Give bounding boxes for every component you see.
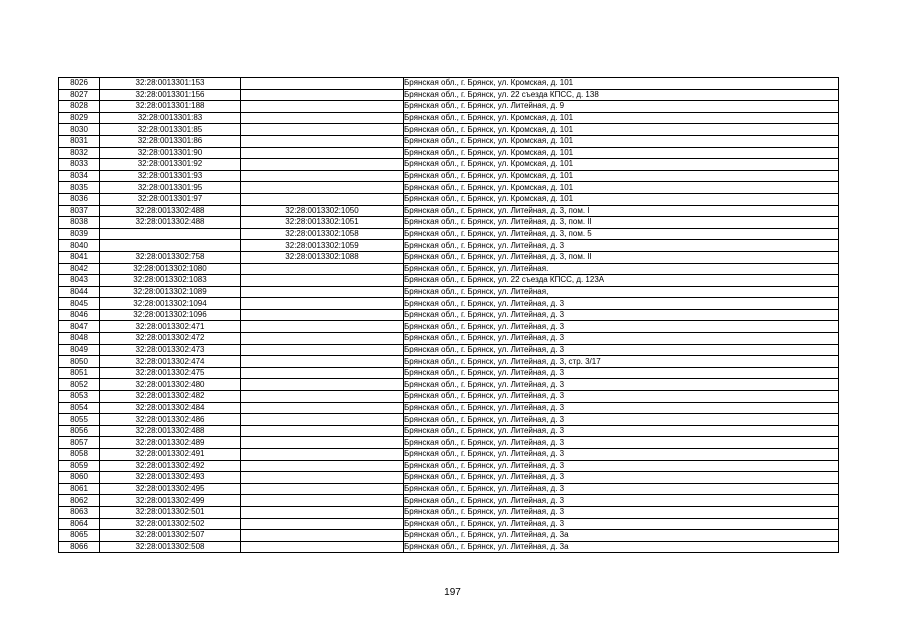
- row-number-cell: 8066: [59, 541, 100, 553]
- address-cell: Брянская обл., г. Брянск, ул. Литейная, д. 3: [404, 379, 839, 391]
- room-cadastral-number-cell: [241, 101, 404, 113]
- address-cell: Брянская обл., г. Брянск, ул. Кромская, д. 101: [404, 135, 839, 147]
- page-number: 197: [444, 587, 461, 598]
- room-cadastral-number-cell: [241, 124, 404, 136]
- row-number-cell: 8039: [59, 228, 100, 240]
- row-number-cell: 8027: [59, 89, 100, 101]
- cadastral-number-cell: 32:28:0013302:508: [100, 541, 241, 553]
- table-row: [59, 286, 839, 298]
- row-number-cell: 8026: [59, 78, 100, 90]
- cadastral-number-cell: 32:28:0013302:1089: [100, 286, 241, 298]
- table-row: [59, 333, 839, 345]
- cadastral-number-cell: 32:28:0013301:92: [100, 159, 241, 171]
- room-cadastral-number-cell: [241, 402, 404, 414]
- table-row: [59, 205, 839, 217]
- row-number-cell: 8059: [59, 460, 100, 472]
- row-number-cell: 8036: [59, 193, 100, 205]
- table-row: [59, 298, 839, 310]
- room-cadastral-number-cell: [241, 321, 404, 333]
- table-row: [59, 483, 839, 495]
- cadastral-number-cell: 32:28:0013301:95: [100, 182, 241, 194]
- table-row: [59, 89, 839, 101]
- room-cadastral-number-cell: [241, 530, 404, 542]
- address-cell: Брянская обл., г. Брянск, ул. Литейная, д. 3: [404, 425, 839, 437]
- cadastral-number-cell: 32:28:0013302:502: [100, 518, 241, 530]
- row-number-cell: 8041: [59, 251, 100, 263]
- table-row: [59, 402, 839, 414]
- address-cell: Брянская обл., г. Брянск, ул. Кромская, д. 101: [404, 193, 839, 205]
- cadastral-number-cell: 32:28:0013302:475: [100, 367, 241, 379]
- room-cadastral-number-cell: [241, 414, 404, 426]
- address-cell: Брянская обл., г. Брянск, ул. Литейная, д. 3: [404, 309, 839, 321]
- table-row: [59, 530, 839, 542]
- room-cadastral-number-cell: [241, 367, 404, 379]
- cadastral-number-cell: 32:28:0013302:1094: [100, 298, 241, 310]
- table-row: [59, 367, 839, 379]
- cadastral-number-cell: 32:28:0013301:86: [100, 135, 241, 147]
- table-row: [59, 240, 839, 252]
- room-cadastral-number-cell: 32:28:0013302:1059: [241, 240, 404, 252]
- cadastral-table-body: [59, 78, 839, 553]
- table-row: [59, 135, 839, 147]
- cadastral-number-cell: 32:28:0013302:473: [100, 344, 241, 356]
- table-row: [59, 344, 839, 356]
- cadastral-number-cell: 32:28:0013302:1080: [100, 263, 241, 275]
- table-row: [59, 159, 839, 171]
- cadastral-number-cell: 32:28:0013302:495: [100, 483, 241, 495]
- table-row: [59, 170, 839, 182]
- room-cadastral-number-cell: [241, 437, 404, 449]
- table-row: [59, 425, 839, 437]
- address-cell: Брянская обл., г. Брянск, ул. Литейная, д. 3: [404, 367, 839, 379]
- table-row: [59, 449, 839, 461]
- row-number-cell: 8063: [59, 506, 100, 518]
- room-cadastral-number-cell: [241, 159, 404, 171]
- row-number-cell: 8055: [59, 414, 100, 426]
- address-cell: Брянская обл., г. Брянск, ул. 22 съезда КПСС, д. 123А: [404, 275, 839, 287]
- address-cell: Брянская обл., г. Брянск, ул. Кромская, д. 101: [404, 124, 839, 136]
- cadastral-number-cell: 32:28:0013301:153: [100, 78, 241, 90]
- cadastral-number-cell: 32:28:0013302:507: [100, 530, 241, 542]
- room-cadastral-number-cell: [241, 298, 404, 310]
- room-cadastral-number-cell: [241, 89, 404, 101]
- table-row: [59, 356, 839, 368]
- room-cadastral-number-cell: [241, 391, 404, 403]
- row-number-cell: 8044: [59, 286, 100, 298]
- cadastral-number-cell: 32:28:0013302:493: [100, 472, 241, 484]
- room-cadastral-number-cell: [241, 425, 404, 437]
- cadastral-number-cell: 32:28:0013302:499: [100, 495, 241, 507]
- row-number-cell: 8034: [59, 170, 100, 182]
- cadastral-number-cell: 32:28:0013302:758: [100, 251, 241, 263]
- address-cell: Брянская обл., г. Брянск, ул. Кромская, д. 101: [404, 182, 839, 194]
- row-number-cell: 8033: [59, 159, 100, 171]
- address-cell: Брянская обл., г. Брянск, ул. Литейная, д. 3: [404, 437, 839, 449]
- table-row: [59, 78, 839, 90]
- address-cell: Брянская обл., г. Брянск, ул. Литейная, д. 3: [404, 506, 839, 518]
- cadastral-number-cell: 32:28:0013302:486: [100, 414, 241, 426]
- row-number-cell: 8052: [59, 379, 100, 391]
- cadastral-number-cell: 32:28:0013301:188: [100, 101, 241, 113]
- cadastral-number-cell: 32:28:0013302:471: [100, 321, 241, 333]
- table-row: [59, 112, 839, 124]
- cadastral-number-cell: 32:28:0013301:90: [100, 147, 241, 159]
- room-cadastral-number-cell: [241, 182, 404, 194]
- row-number-cell: 8035: [59, 182, 100, 194]
- room-cadastral-number-cell: 32:28:0013302:1051: [241, 217, 404, 229]
- address-cell: Брянская обл., г. Брянск, ул. Литейная, д. 3: [404, 449, 839, 461]
- table-row: [59, 518, 839, 530]
- row-number-cell: 8046: [59, 309, 100, 321]
- row-number-cell: 8057: [59, 437, 100, 449]
- table-row: [59, 263, 839, 275]
- address-cell: Брянская обл., г. Брянск, ул. Кромская, д. 101: [404, 78, 839, 90]
- address-cell: Брянская обл., г. Брянск, ул. Литейная, д. 3: [404, 414, 839, 426]
- room-cadastral-number-cell: [241, 263, 404, 275]
- row-number-cell: 8028: [59, 101, 100, 113]
- room-cadastral-number-cell: [241, 506, 404, 518]
- table-row: [59, 101, 839, 113]
- room-cadastral-number-cell: [241, 518, 404, 530]
- address-cell: Брянская обл., г. Брянск, ул. Литейная, д. 3: [404, 518, 839, 530]
- row-number-cell: 8047: [59, 321, 100, 333]
- room-cadastral-number-cell: [241, 275, 404, 287]
- address-cell: Брянская обл., г. Брянск, ул. Литейная, д. 3: [404, 344, 839, 356]
- table-row: [59, 437, 839, 449]
- address-cell: Брянская обл., г. Брянск, ул. Литейная, д. 3, пом. I: [404, 205, 839, 217]
- room-cadastral-number-cell: [241, 193, 404, 205]
- table-row: [59, 541, 839, 553]
- address-cell: Брянская обл., г. Брянск, ул. Литейная, д. 3: [404, 460, 839, 472]
- address-cell: Брянская обл., г. Брянск, ул. Литейная, д. 3, пом. II: [404, 251, 839, 263]
- row-number-cell: 8061: [59, 483, 100, 495]
- row-number-cell: 8062: [59, 495, 100, 507]
- table-row: [59, 275, 839, 287]
- table-row: [59, 124, 839, 136]
- cadastral-number-cell: 32:28:0013302:489: [100, 437, 241, 449]
- room-cadastral-number-cell: [241, 495, 404, 507]
- cadastral-number-cell: 32:28:0013302:474: [100, 356, 241, 368]
- cadastral-number-cell: 32:28:0013302:488: [100, 217, 241, 229]
- table-row: [59, 460, 839, 472]
- table-row: [59, 391, 839, 403]
- room-cadastral-number-cell: [241, 541, 404, 553]
- row-number-cell: 8053: [59, 391, 100, 403]
- cadastral-number-cell: 32:28:0013301:85: [100, 124, 241, 136]
- row-number-cell: 8064: [59, 518, 100, 530]
- table-row: [59, 495, 839, 507]
- cadastral-number-cell: 32:28:0013302:472: [100, 333, 241, 345]
- table-row: [59, 228, 839, 240]
- row-number-cell: 8058: [59, 449, 100, 461]
- table-row: [59, 217, 839, 229]
- cadastral-number-cell: 32:28:0013302:488: [100, 205, 241, 217]
- address-cell: Брянская обл., г. Брянск, ул. Литейная,: [404, 286, 839, 298]
- address-cell: Брянская обл., г. Брянск, ул. Литейная, д. 3: [404, 240, 839, 252]
- address-cell: Брянская обл., г. Брянск, ул. Литейная, д. 3, пом. II: [404, 217, 839, 229]
- cadastral-table: [58, 77, 839, 553]
- room-cadastral-number-cell: 32:28:0013302:1088: [241, 251, 404, 263]
- address-cell: Брянская обл., г. Брянск, ул. Кромская, д. 101: [404, 159, 839, 171]
- room-cadastral-number-cell: [241, 460, 404, 472]
- cadastral-number-cell: [100, 240, 241, 252]
- row-number-cell: 8045: [59, 298, 100, 310]
- address-cell: Брянская обл., г. Брянск, ул. Литейная, д. 3а: [404, 530, 839, 542]
- room-cadastral-number-cell: [241, 78, 404, 90]
- room-cadastral-number-cell: 32:28:0013302:1058: [241, 228, 404, 240]
- address-cell: Брянская обл., г. Брянск, ул. Литейная, д. 3, пом. 5: [404, 228, 839, 240]
- room-cadastral-number-cell: [241, 309, 404, 321]
- address-cell: Брянская обл., г. Брянск, ул. Литейная, д. 3: [404, 402, 839, 414]
- address-cell: Брянская обл., г. Брянск, ул. Литейная, д. 3: [404, 495, 839, 507]
- row-number-cell: 8054: [59, 402, 100, 414]
- room-cadastral-number-cell: [241, 472, 404, 484]
- address-cell: Брянская обл., г. Брянск, ул. Кромская, д. 101: [404, 147, 839, 159]
- address-cell: Брянская обл., г. Брянск, ул. Литейная.: [404, 263, 839, 275]
- row-number-cell: 8049: [59, 344, 100, 356]
- cadastral-number-cell: 32:28:0013302:1096: [100, 309, 241, 321]
- table-row: [59, 379, 839, 391]
- room-cadastral-number-cell: [241, 147, 404, 159]
- room-cadastral-number-cell: [241, 112, 404, 124]
- address-cell: Брянская обл., г. Брянск, ул. Литейная, д. 3а: [404, 541, 839, 553]
- table-row: [59, 251, 839, 263]
- room-cadastral-number-cell: [241, 344, 404, 356]
- row-number-cell: 8056: [59, 425, 100, 437]
- room-cadastral-number-cell: [241, 135, 404, 147]
- row-number-cell: 8038: [59, 217, 100, 229]
- cadastral-number-cell: 32:28:0013302:482: [100, 391, 241, 403]
- room-cadastral-number-cell: 32:28:0013302:1050: [241, 205, 404, 217]
- row-number-cell: 8050: [59, 356, 100, 368]
- cadastral-number-cell: 32:28:0013301:93: [100, 170, 241, 182]
- cadastral-number-cell: [100, 228, 241, 240]
- address-cell: Брянская обл., г. Брянск, ул. Кромская, д. 101: [404, 170, 839, 182]
- room-cadastral-number-cell: [241, 449, 404, 461]
- cadastral-number-cell: 32:28:0013302:492: [100, 460, 241, 472]
- row-number-cell: 8030: [59, 124, 100, 136]
- table-row: [59, 309, 839, 321]
- cadastral-number-cell: 32:28:0013301:83: [100, 112, 241, 124]
- table-row: [59, 182, 839, 194]
- row-number-cell: 8060: [59, 472, 100, 484]
- address-cell: Брянская обл., г. Брянск, ул. Литейная, д. 9: [404, 101, 839, 113]
- room-cadastral-number-cell: [241, 379, 404, 391]
- row-number-cell: 8048: [59, 333, 100, 345]
- room-cadastral-number-cell: [241, 170, 404, 182]
- cadastral-number-cell: 32:28:0013301:156: [100, 89, 241, 101]
- room-cadastral-number-cell: [241, 333, 404, 345]
- row-number-cell: 8051: [59, 367, 100, 379]
- row-number-cell: 8032: [59, 147, 100, 159]
- row-number-cell: 8065: [59, 530, 100, 542]
- room-cadastral-number-cell: [241, 483, 404, 495]
- table-row: [59, 321, 839, 333]
- address-cell: Брянская обл., г. Брянск, ул. Кромская, д. 101: [404, 112, 839, 124]
- row-number-cell: 8042: [59, 263, 100, 275]
- cadastral-number-cell: 32:28:0013302:480: [100, 379, 241, 391]
- address-cell: Брянская обл., г. Брянск, ул. Литейная, д. 3: [404, 391, 839, 403]
- row-number-cell: 8040: [59, 240, 100, 252]
- address-cell: Брянская обл., г. Брянск, ул. 22 съезда КПСС, д. 138: [404, 89, 839, 101]
- table-row: [59, 414, 839, 426]
- address-cell: Брянская обл., г. Брянск, ул. Литейная, д. 3: [404, 321, 839, 333]
- room-cadastral-number-cell: [241, 356, 404, 368]
- address-cell: Брянская обл., г. Брянск, ул. Литейная, д. 3: [404, 333, 839, 345]
- address-cell: Брянская обл., г. Брянск, ул. Литейная, д. 3, стр. 3/17: [404, 356, 839, 368]
- cadastral-number-cell: 32:28:0013302:1083: [100, 275, 241, 287]
- cadastral-number-cell: 32:28:0013302:491: [100, 449, 241, 461]
- table-row: [59, 193, 839, 205]
- table-row: [59, 506, 839, 518]
- room-cadastral-number-cell: [241, 286, 404, 298]
- address-cell: Брянская обл., г. Брянск, ул. Литейная, д. 3: [404, 483, 839, 495]
- table-row: [59, 147, 839, 159]
- cadastral-number-cell: 32:28:0013302:501: [100, 506, 241, 518]
- row-number-cell: 8031: [59, 135, 100, 147]
- cadastral-number-cell: 32:28:0013302:488: [100, 425, 241, 437]
- row-number-cell: 8043: [59, 275, 100, 287]
- row-number-cell: 8037: [59, 205, 100, 217]
- address-cell: Брянская обл., г. Брянск, ул. Литейная, д. 3: [404, 472, 839, 484]
- table-row: [59, 472, 839, 484]
- cadastral-number-cell: 32:28:0013301:97: [100, 193, 241, 205]
- cadastral-number-cell: 32:28:0013302:484: [100, 402, 241, 414]
- row-number-cell: 8029: [59, 112, 100, 124]
- address-cell: Брянская обл., г. Брянск, ул. Литейная, д. 3: [404, 298, 839, 310]
